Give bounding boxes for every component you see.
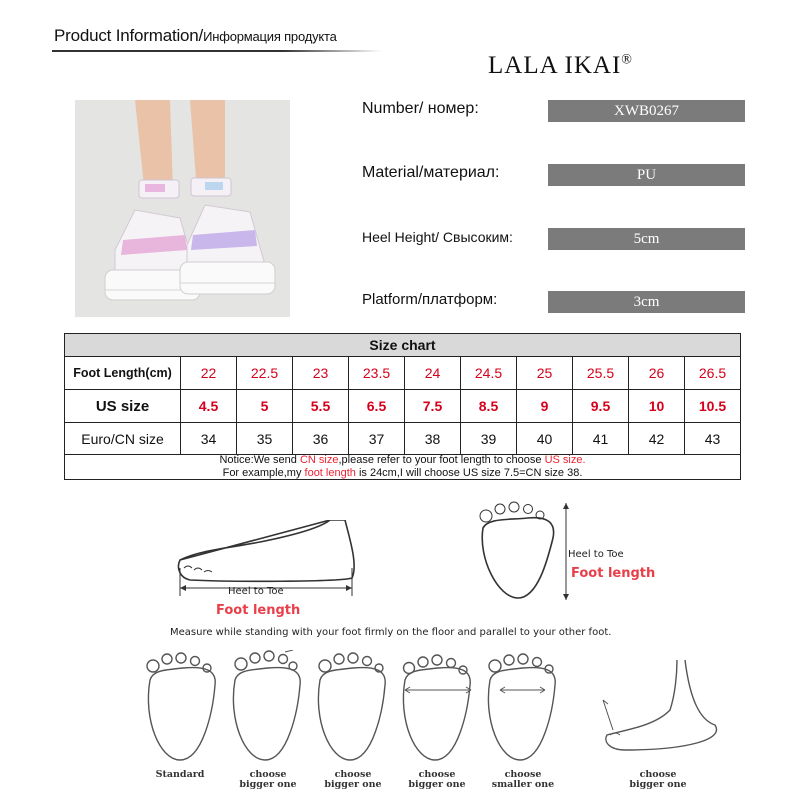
spec-label-heel-height: Heel Height/ Свысоким: — [362, 229, 513, 245]
sole-heel-to-toe-label: Heel to Toe — [568, 549, 624, 560]
table-cell: 24.5 — [461, 357, 517, 389]
table-row-euro-cn-size — [65, 423, 740, 455]
row-label: Foot Length(cm) — [65, 357, 181, 389]
notice-highlight: CN size — [299, 454, 339, 466]
notice-highlight: US size. — [544, 454, 586, 466]
spec-label-platform: Platform/платформ: — [362, 291, 498, 308]
notice-text: For example,my — [222, 467, 305, 479]
header-title — [54, 26, 337, 46]
brand-name: LALA IKAI — [488, 52, 622, 79]
size-chart-title: Size chart — [65, 334, 740, 357]
header-title-ru: Информация продукта — [203, 29, 337, 44]
caption-line: smaller one — [491, 779, 555, 790]
caption-line: bigger one — [629, 779, 687, 790]
notice-text: ,please refer to your foot length to choose — [338, 454, 545, 466]
side-foot-length-label: Foot length — [216, 603, 301, 618]
foot-caption-2 — [228, 770, 308, 790]
sole-foot-length-label: Foot length — [571, 566, 656, 581]
table-cell: 24 — [405, 357, 461, 389]
caption-line: bigger one — [239, 779, 297, 790]
table-cell: 41 — [573, 423, 629, 454]
spec-value-heel-height: 5cm — [548, 228, 745, 250]
foot-shapes-row — [125, 650, 745, 765]
table-cell: 39 — [461, 423, 517, 454]
caption-line: choose — [418, 769, 456, 780]
measure-instruction: Measure while standing with your foot firmly on the floor and parallel to your other foot. — [170, 627, 612, 638]
table-cell: 10.5 — [698, 398, 727, 414]
size-chart-table — [64, 333, 741, 480]
caption-line: Standard — [155, 769, 205, 780]
caption-line: choose — [334, 769, 372, 780]
sandals-illustration — [75, 100, 290, 317]
table-cell: 9.5 — [573, 390, 629, 422]
table-cell: 8.5 — [461, 390, 517, 422]
side-heel-to-toe-label: Heel to Toe — [228, 586, 284, 597]
row-label: US size — [65, 390, 181, 422]
table-cell: 40 — [517, 423, 573, 454]
table-cell: 22 — [181, 357, 237, 389]
notice-line-1 — [65, 454, 740, 467]
table-cell: 5.5 — [293, 390, 349, 422]
notice-highlight: foot length — [304, 467, 356, 479]
foot-caption-3 — [313, 770, 393, 790]
table-row-us-size — [65, 390, 740, 423]
spec-value-material: PU — [548, 164, 745, 186]
table-cell: 37 — [349, 423, 405, 454]
foot-caption-4 — [397, 770, 477, 790]
row-label: Euro/CN size — [65, 423, 181, 454]
table-cell: 38 — [405, 423, 461, 454]
notice-line-2 — [65, 467, 740, 480]
brand-logo — [488, 52, 633, 80]
product-photo — [75, 100, 290, 317]
foot-caption-1 — [140, 770, 220, 780]
notice-text: is 24cm,I will choose US size 7.5=CN size 38. — [355, 467, 583, 479]
caption-line: bigger one — [408, 779, 466, 790]
foot-caption-6 — [618, 770, 698, 790]
caption-line: choose — [504, 769, 542, 780]
table-cell: 34 — [181, 423, 237, 454]
table-cell: 5 — [237, 390, 293, 422]
table-cell: 43 — [704, 430, 721, 447]
spec-label-material: Material/материал: — [362, 164, 500, 181]
table-cell: 42 — [629, 423, 685, 454]
table-cell: 7.5 — [405, 390, 461, 422]
table-cell: 4.5 — [181, 390, 237, 422]
header-underline — [52, 50, 382, 52]
registered-mark: ® — [621, 52, 633, 68]
spec-value-platform: 3cm — [548, 291, 745, 313]
table-cell: 9 — [517, 390, 573, 422]
table-cell: 25.5 — [573, 357, 629, 389]
table-cell: 35 — [237, 423, 293, 454]
foot-shapes-icon — [125, 650, 745, 765]
table-cell: 22.5 — [237, 357, 293, 389]
spec-label-number: Number/ номер: — [362, 100, 479, 117]
table-cell: 25 — [517, 357, 573, 389]
table-cell: 23 — [293, 357, 349, 389]
caption-line: choose — [639, 769, 677, 780]
size-notice — [65, 454, 740, 480]
table-row-foot-length — [65, 357, 740, 390]
caption-line: bigger one — [324, 779, 382, 790]
foot-caption-5 — [483, 770, 563, 790]
table-cell: 6.5 — [349, 390, 405, 422]
notice-text: Notice:We send — [219, 454, 300, 466]
table-cell: 23.5 — [349, 357, 405, 389]
header-title-en: Product Information/ — [54, 26, 204, 45]
table-cell: 36 — [293, 423, 349, 454]
table-cell: 26 — [629, 357, 685, 389]
spec-value-number: XWB0267 — [548, 100, 745, 122]
caption-line: choose — [249, 769, 287, 780]
table-cell: 10 — [629, 390, 685, 422]
table-cell: 26.5 — [698, 365, 727, 381]
